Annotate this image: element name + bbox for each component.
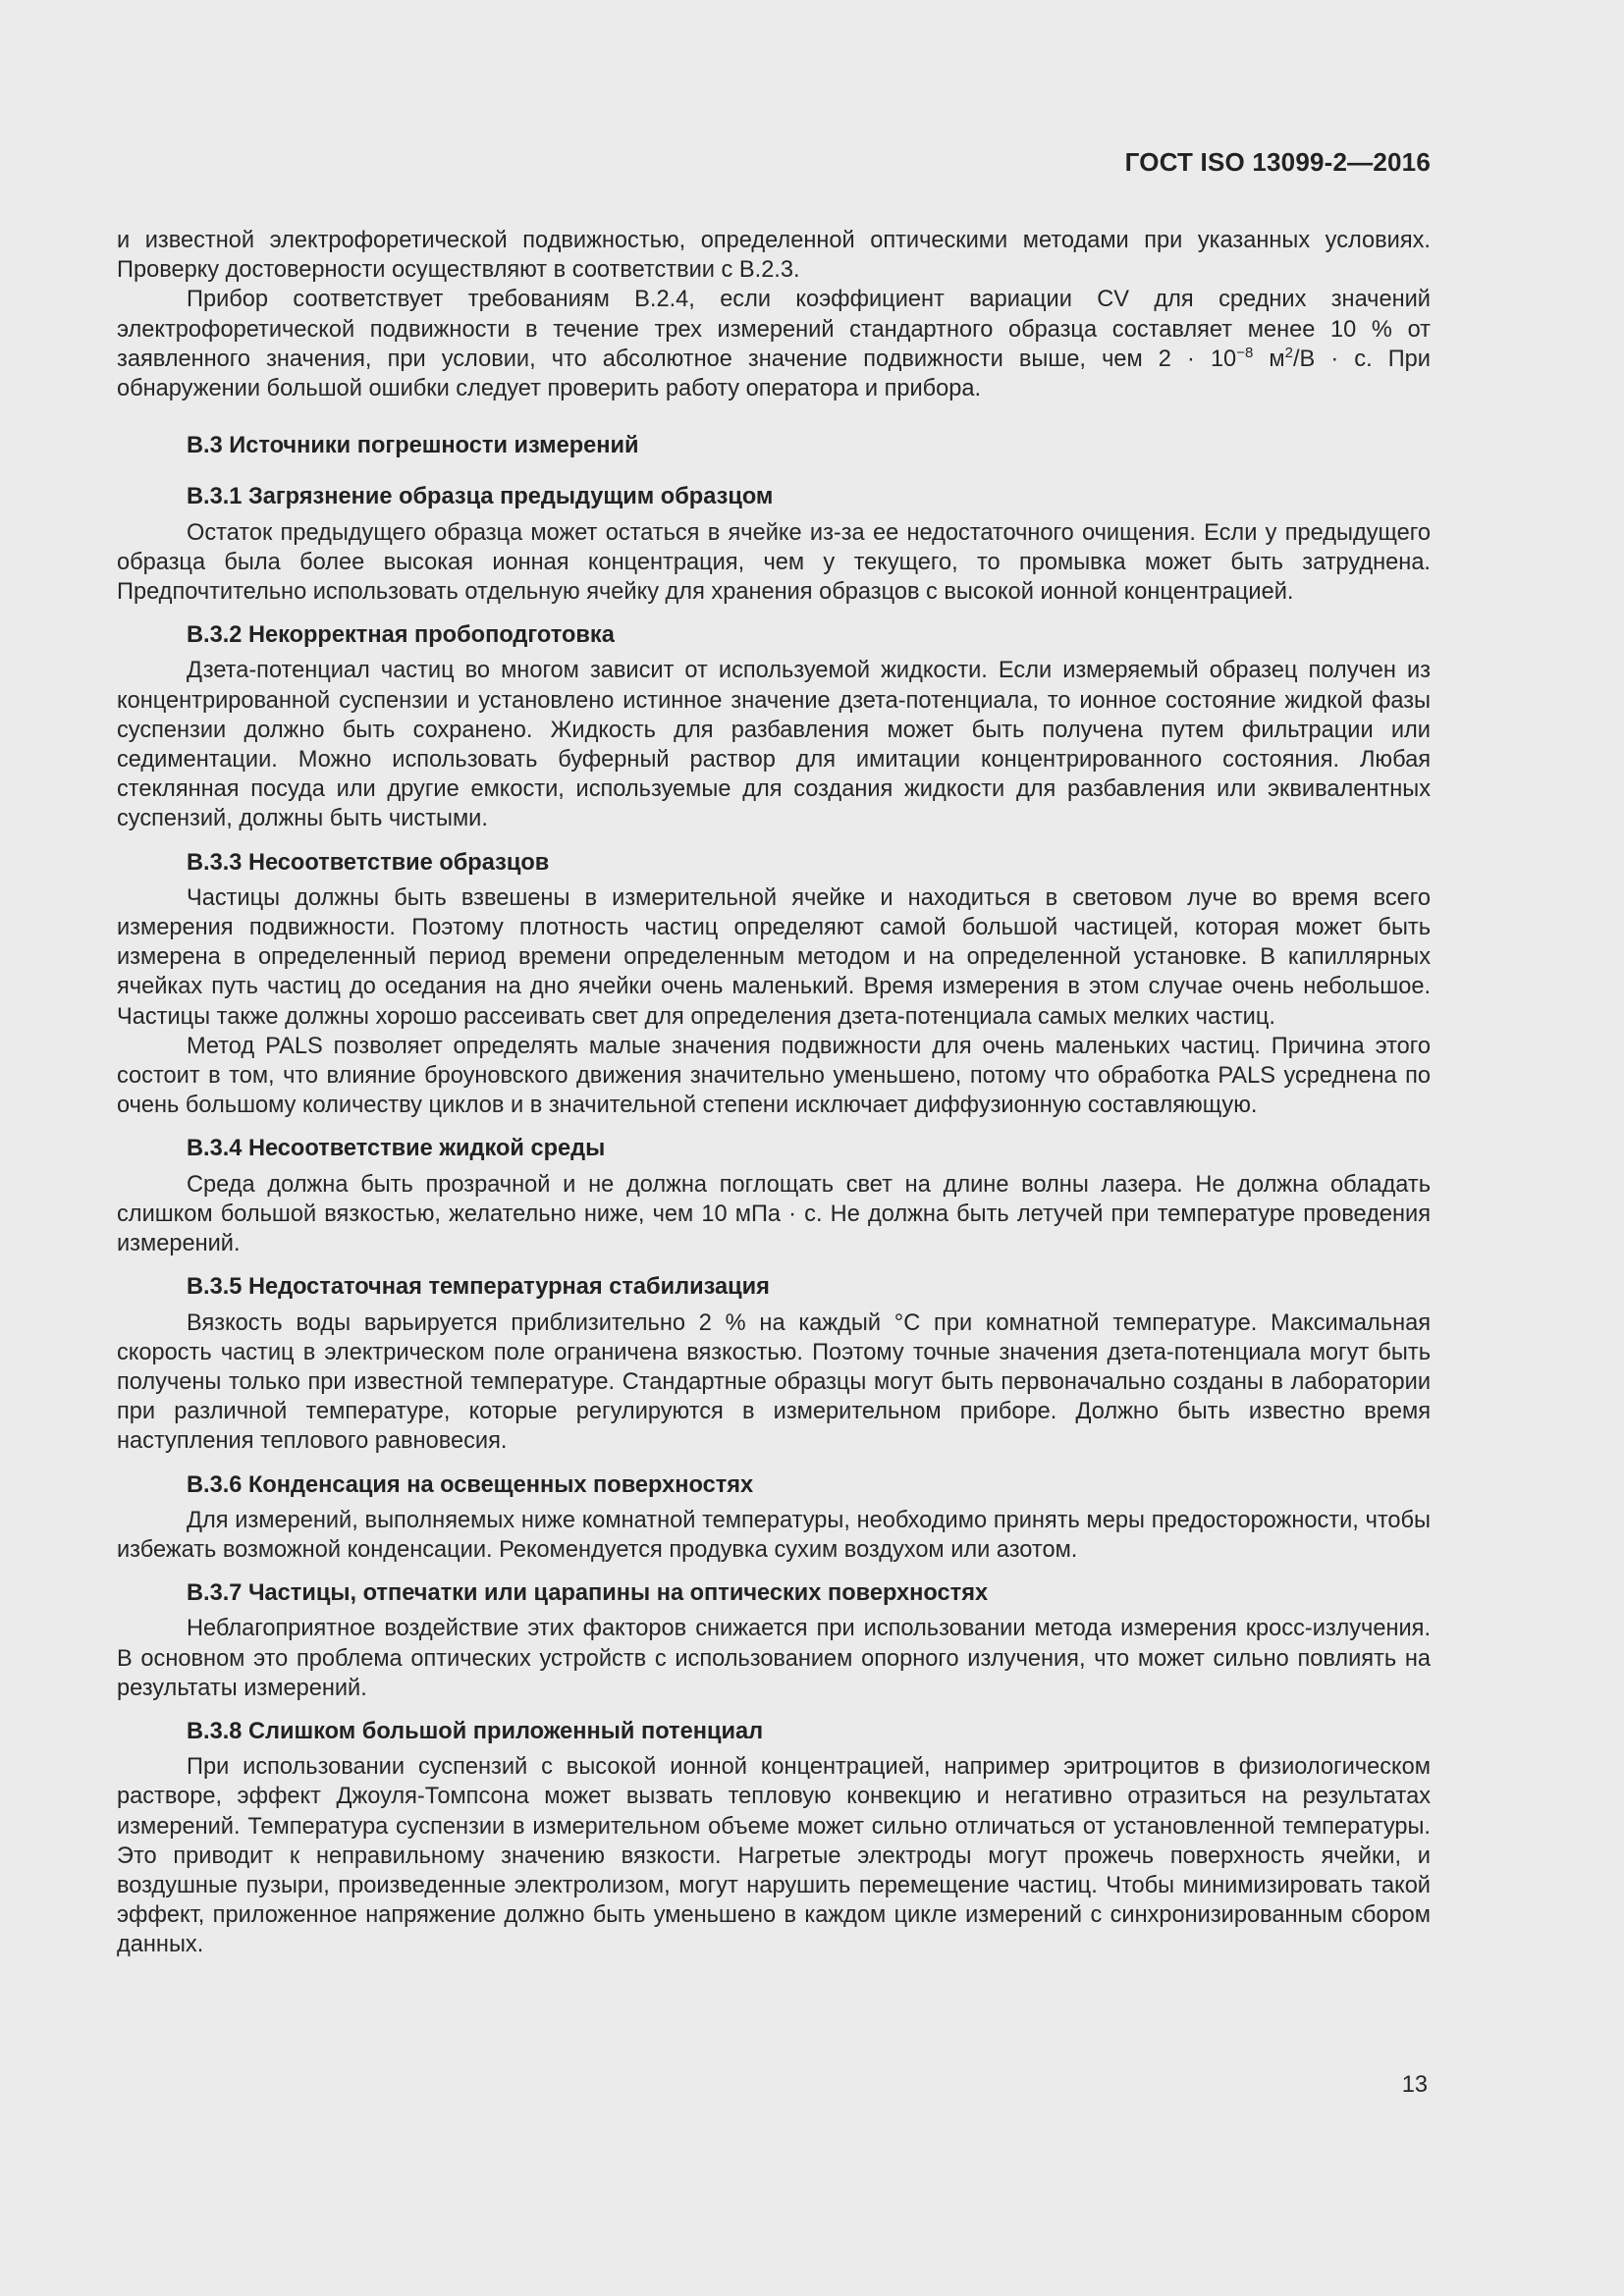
- intro-p2-text-post: /В · с. При обнаружении большой ошибки следует проверить работу оператора и прибора.: [117, 346, 1431, 402]
- section-heading: В.3 Источники погрешности измерений: [187, 433, 639, 459]
- subsection-heading: В.3.1 Загрязнение образца предыдущим образцом: [187, 484, 774, 510]
- paragraph: Остаток предыдущего образца может остаться в ячейке из-за ее недостаточного очищения. Если у предыдущего образца была более высокая ионная концентрация, чем у текущего, то промывка может быть затруднена. Предпочтительно использовать отдельную ячейку для хранения образцов с высокой ионной концентрацией.: [117, 519, 1431, 606]
- paragraph: Частицы должны быть взвешены в измерительной ячейке и находиться в световом луче во время всего измерения подвижности. Поэтому плотность частиц определяют самой большой частицей, которая может быть измерена в определенный период времени определенным методом и на определенной установке. В капиллярных ячейках путь частиц до оседания на дно ячейки очень маленький. Время измерения в этом случае очень небольшое. Частицы также должны хорошо рассеивать свет для определения дзета-потенциала самых мелких частиц.: [117, 884, 1431, 1030]
- paragraph: При использовании суспензий с высокой ионной концентрацией, например эритроцитов в физиологическом растворе, эффект Джоуля-Томпсона может вызвать тепловую конвекцию и негативно отразиться на результатах измерений. Температура суспензии в измерительном объеме может сильно отличаться от установленной температуры. Это приводит к неправильному значению вязкости. Нагретые электроды могут прожечь поверхность ячейки, и воздушные пузыри, произведенные электролизом, могут нарушить перемещение частиц. Чтобы минимизировать такой эффект, приложенное напряжение должно быть уменьшено в каждом цикле измерений с синхронизированным сбором данных.: [117, 1754, 1431, 1958]
- subsection-heading: В.3.2 Некорректная пробоподготовка: [187, 622, 615, 649]
- intro-p2-exponent: −8: [1236, 344, 1254, 361]
- paragraph: Для измерений, выполняемых ниже комнатной температуры, необходимо принять меры предосторожности, чтобы избежать возможной конденсации. Рекомендуется продувка сухим воздухом или азотом.: [117, 1507, 1431, 1563]
- paragraph: Среда должна быть прозрачной и не должна поглощать свет на длине волны лазера. Не должна обладать слишком большой вязкостью, желательно ниже, чем 10 мПа · с. Не должна быть летучей при температуре проведения измерений.: [117, 1171, 1431, 1257]
- document-header: ГОСТ ISO 13099-2—2016: [1124, 147, 1431, 177]
- subsection-heading: В.3.3 Несоответствие образцов: [187, 849, 550, 876]
- paragraph: Неблагоприятное воздействие этих факторов снижается при использовании метода измерения кросс-излучения. В основном это проблема оптических устройств с использованием опорного излучения, что может сильно повлиять на результаты измерений.: [117, 1616, 1431, 1701]
- subsection-heading: В.3.4 Несоответствие жидкой среды: [187, 1136, 606, 1162]
- paragraph: Дзета-потенциал частиц во многом зависит от используемой жидкости. Если измеряемый образец получен из концентрированной суспензии и установлено истинное значение дзета-потенциала, то ионное состояние жидкой фазы суспензии должно быть сохранено. Жидкость для разбавления может быть получена путем фильтрации или седиментации. Можно использовать буферный раствор для имитации концентрированного состояния. Любая стеклянная посуда или другие емкости, используемые для создания жидкости для разбавления или эквивалентных суспензий, должны быть чистыми.: [117, 658, 1431, 832]
- intro-paragraph-1: и известной электрофоретической подвижностью, определенной оптическими методами при указанных условиях. Проверку достоверности осуществляют в соответствии с В.2.3.: [117, 228, 1431, 284]
- subsection-heading: В.3.6 Конденсация на освещенных поверхностях: [187, 1471, 754, 1498]
- intro-paragraph-2: [117, 285, 1431, 403]
- page-number: 13: [1401, 2072, 1428, 2098]
- paragraph: Вязкость воды варьируется приблизительно 2 % на каждый °С при комнатной температуре. Максимальная скорость частиц в электрическом поле ограничена вязкостью. Поэтому точные значения дзета-потенциала могут быть получены только при известной температуре. Стандартные образцы могут быть первоначально созданы в лаборатории при различной температуре, которые регулируются в измерительном приборе. Должно быть известно время наступления теплового равновесия.: [117, 1309, 1431, 1455]
- subsection-heading: В.3.8 Слишком большой приложенный потенциал: [187, 1718, 764, 1744]
- intro-p2-square: 2: [1284, 344, 1293, 361]
- subsection-heading: В.3.7 Частицы, отпечатки или царапины на оптических поверхностях: [187, 1580, 989, 1607]
- intro-p2-text-pre: Прибор соответствует требованиям В.2.4, если коэффициент вариации CV для средних значений электрофоретической подвижности в течение трех измерений стандартного образца составляет менее 10 % от заявленного значения, при условии, что абсолютное значение подвижности выше, чем 2 · 10: [117, 287, 1431, 372]
- intro-p2-unit: м: [1253, 346, 1285, 372]
- subsection-heading: В.3.5 Недостаточная температурная стабилизация: [187, 1274, 770, 1301]
- document-body: [117, 226, 1431, 1960]
- paragraph: Метод PALS позволяет определять малые значения подвижности для очень маленьких частиц. Причина этого состоит в том, что влияние броуновского движения значительно уменьшено, потому что обработка PALS усреднена по очень большому количеству циклов и в значительной степени исключает диффузионную составляющую.: [117, 1033, 1431, 1119]
